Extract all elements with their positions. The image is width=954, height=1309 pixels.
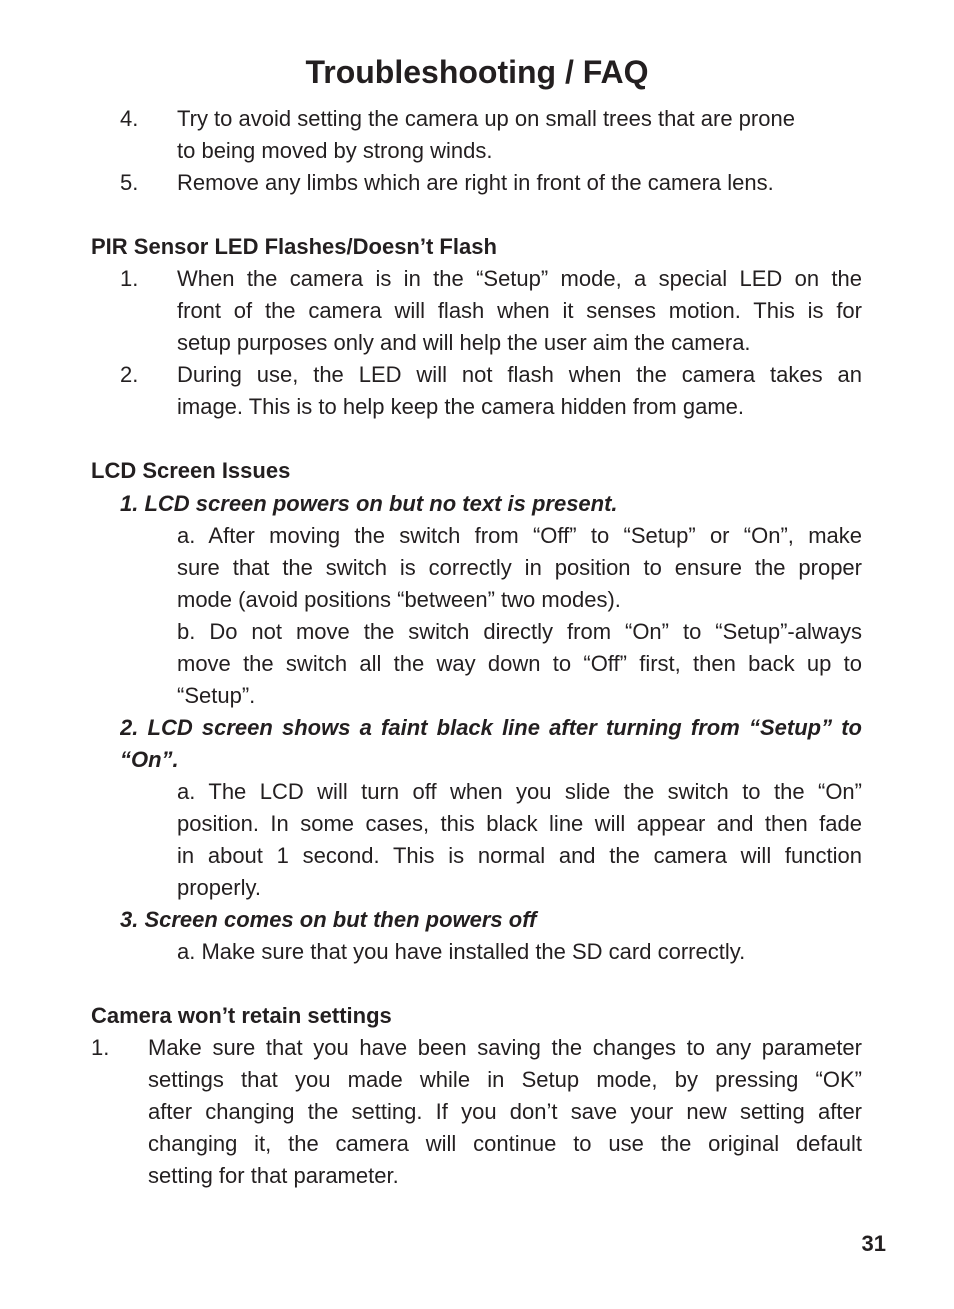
list-item-text: settings that you made while in Setup mode, by pressing “OK” [148, 1067, 862, 1092]
page-title: Troubleshooting / FAQ [305, 54, 649, 90]
list-item-text: Make sure that you have been saving the changes to any parameter [148, 1035, 862, 1060]
question-title: 3. Screen comes on but then powers off [120, 907, 537, 932]
answer-text: in about 1 second. This is normal and the camera will function [177, 843, 862, 868]
section-heading: Camera won’t retain settings [91, 1003, 392, 1028]
list-item-text: after changing the setting. If you don’t save your new setting after [148, 1099, 862, 1124]
answer-text: sure that the switch is correctly in position to ensure the proper [177, 555, 862, 580]
answer-text: a. Make sure that you have installed the SD card correctly. [177, 939, 746, 964]
answer-text: position. In some cases, this black line will appear and then fade [177, 811, 862, 836]
list-number: 5. [120, 170, 139, 195]
list-item-text: changing it, the camera will continue to use the original default [148, 1131, 862, 1156]
answer-text: “Setup”. [177, 683, 256, 708]
question-title: 2. LCD screen shows a faint black line after turning from “Setup” to [120, 715, 862, 740]
list-number: 2. [120, 362, 139, 387]
answer-text: a. After moving the switch from “Off” to “Setup” or “On”, make [177, 523, 862, 548]
list-item-text: Try to avoid setting the camera up on small trees that are prone [177, 106, 795, 131]
answer-text: move the switch all the way down to “Off” first, then back up to [177, 651, 862, 676]
answer-text: b. Do not move the switch directly from “On” to “Setup”-always [177, 619, 862, 644]
section-heading: LCD Screen Issues [91, 458, 291, 483]
list-item-text: to being moved by strong winds. [177, 138, 493, 163]
list-number: 1. [120, 266, 139, 291]
list-number: 1. [91, 1035, 110, 1060]
question-title: 1. LCD screen powers on but no text is present. [120, 491, 618, 516]
answer-text: a. The LCD will turn off when you slide the switch to the “On” [177, 779, 862, 804]
list-item-text: During use, the LED will not flash when the camera takes an [177, 362, 862, 387]
section-heading: PIR Sensor LED Flashes/Doesn’t Flash [91, 234, 497, 259]
list-item-text: setup purposes only and will help the user aim the camera. [177, 330, 751, 355]
list-item-text: When the camera is in the “Setup” mode, a special LED on the [177, 266, 862, 291]
list-item-text: image. This is to help keep the camera hidden from game. [177, 394, 745, 419]
list-item-text: setting for that parameter. [148, 1163, 399, 1188]
question-title: “On”. [120, 747, 179, 772]
list-item-text: front of the camera will flash when it senses motion. This is for [177, 298, 862, 323]
list-item-text: Remove any limbs which are right in front of the camera lens. [177, 170, 774, 195]
page-number: 31 [861, 1231, 886, 1256]
answer-text: properly. [177, 875, 261, 900]
list-number: 4. [120, 106, 139, 131]
answer-text: mode (avoid positions “between” two modes). [177, 587, 621, 612]
